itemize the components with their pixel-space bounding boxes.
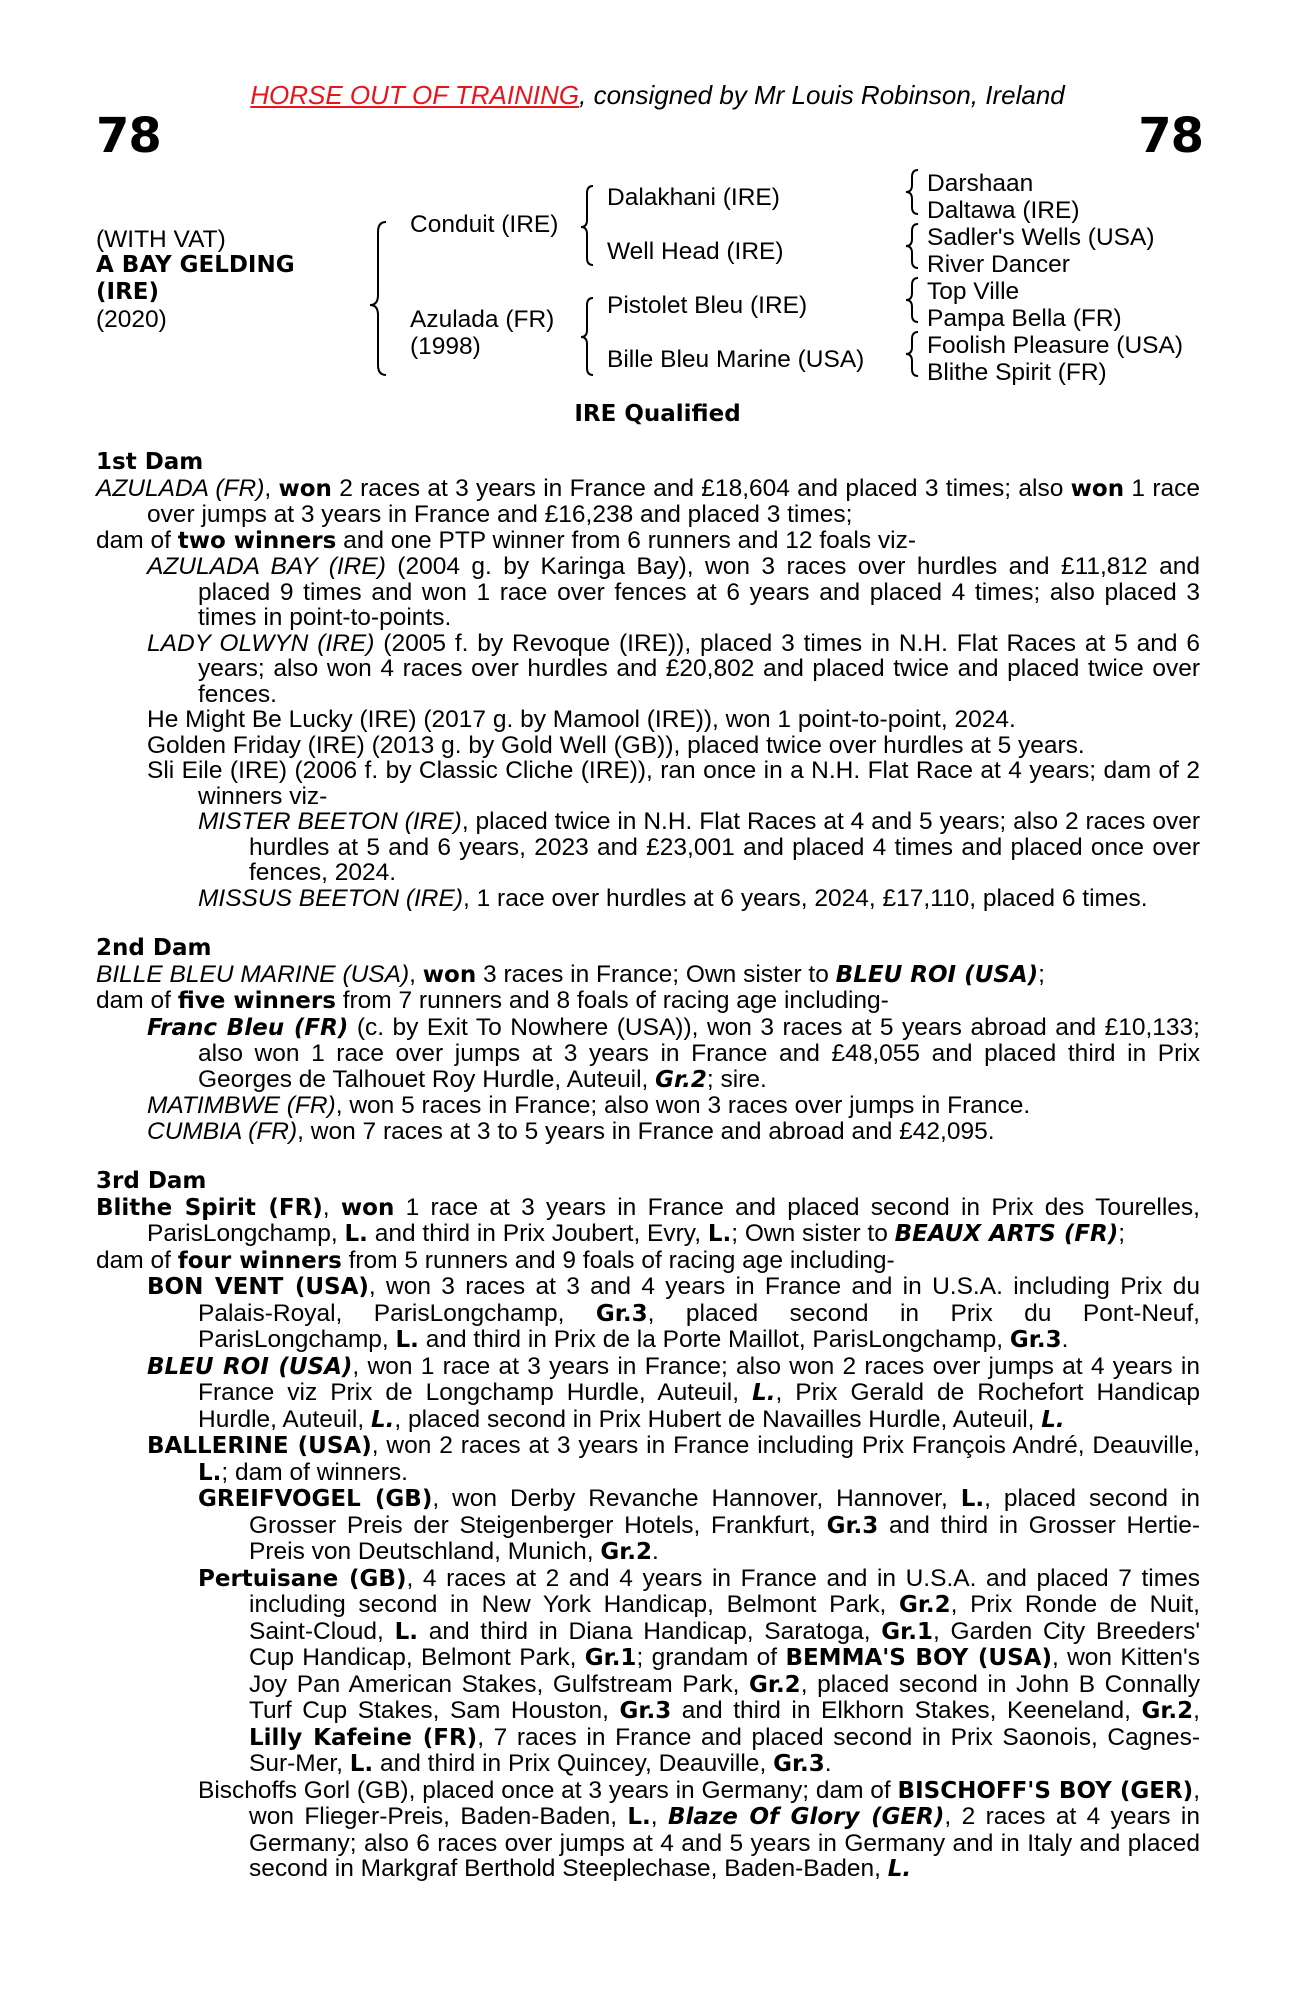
bold-text: L. [198, 1459, 222, 1486]
text-run: Bischoffs Gorl (GB), placed once at 3 years in Germany; dam of [198, 1776, 898, 1804]
bold-text: four winners [177, 1247, 342, 1274]
italic-text: MISSUS BEETON (IRE) [198, 884, 464, 912]
bold-text: Pertuisane (GB) [198, 1565, 407, 1592]
text-run: , placed second in Prix Hubert de Navailles Hurdle, Auteuil, [394, 1405, 1042, 1433]
bold-text: Lilly Kafeine (FR) [249, 1724, 478, 1751]
granddam-4: Blithe Spirit (FR) [927, 359, 1107, 386]
bold-text: BISCHOFF'S BOY (GER) [897, 1777, 1194, 1804]
sire-sire-name: Dalakhani (IRE) [607, 184, 780, 211]
bold-text: Gr.1 [584, 1645, 637, 1671]
lot-number-right: 78 [1138, 108, 1203, 164]
lot-number-left: 78 [96, 108, 161, 164]
second-dam-record [96, 962, 1200, 989]
bold-italic-text: L. [370, 1406, 395, 1433]
text-run: (c. by Exit To Nowhere (USA)), won 3 races at 5 years abroad and £10,133; also won 1 race over jumps at 3 years in France and £48,055 and placed third in Prix Georges de Talhouet Roy Hurdle, Auteuil, [198, 1013, 1200, 1093]
foaling-year: (2020) [96, 306, 167, 333]
bold-italic-text: L. [1041, 1406, 1065, 1433]
bold-text: BON VENT (USA) [147, 1274, 369, 1300]
bold-text: five winners [177, 988, 336, 1014]
text-run: (2005 f. by Revoque (IRE)), placed 3 times in N.H. Flat Races at 5 and 6 years; also won 4 races over hurdles and £20,802 and placed twice and placed twice over fences. [198, 629, 1201, 708]
grandsire-3: Top Ville [927, 278, 1020, 305]
text-run: and third in Elkhorn Stakes, Keeneland, [671, 1697, 1142, 1724]
bold-text: L. [394, 1618, 418, 1645]
produce-entry [96, 631, 1200, 708]
granddam-1: Daltawa (IRE) [927, 197, 1080, 224]
first-dam-produce-summary [96, 528, 1200, 555]
bold-text: Gr.1 [881, 1618, 933, 1645]
text-run: , Garden City Breeders' Cup Handicap, Belmont Park, [249, 1617, 1200, 1671]
bold-text: GREIFVOGEL (GB) [198, 1486, 433, 1512]
bold-italic-text: BEAUX ARTS (FR) [894, 1221, 1119, 1247]
bold-italic-text: BLEU ROI (USA) [147, 1353, 353, 1380]
bold-text: Gr.2 [600, 1539, 653, 1565]
text-run: , placed twice in N.H. Flat Races at 4 and 5 years; also 2 races over hurdles at 5 and 6 years, 2023 and £23,001 and placed 4 times and placed once over fences, 2024. [249, 808, 1200, 886]
bold-text: L. [395, 1327, 419, 1353]
produce-entry [96, 1119, 1200, 1145]
third-dam-heading: 3rd Dam [96, 1168, 207, 1194]
text-run: , [264, 474, 279, 502]
bracket-dam [581, 298, 593, 375]
bold-text: Gr.3 [826, 1512, 879, 1539]
bracket-sire [581, 186, 593, 265]
granddam-2: River Dancer [927, 251, 1070, 278]
text-run: from 7 runners and 8 foals of racing age including- [335, 987, 889, 1014]
text-run: , placed second in Grosser Preis der Steigenberger Hotels, Frankfurt, [249, 1485, 1200, 1539]
bold-text: Blithe Spirit (FR) [96, 1194, 323, 1221]
sire-dam-name: Well Head (IRE) [607, 238, 784, 265]
grandsire-1: Darshaan [927, 170, 1034, 197]
text-run: and third in Prix Joubert, Evry, [367, 1220, 708, 1247]
bracket-g3 [906, 278, 918, 322]
dam-name: Azulada (FR) [410, 306, 555, 333]
bracket-g4 [906, 332, 918, 376]
bold-text: won [1070, 475, 1125, 502]
produce-entry [96, 1354, 1200, 1434]
produce-entry [96, 707, 1200, 733]
text-run: ; [1038, 960, 1045, 988]
text-run: and third in Diana Handicap, Saratoga, [417, 1617, 882, 1645]
produce-entry [96, 1566, 1200, 1778]
text-run: . [1061, 1326, 1069, 1353]
third-dam-produce-summary [96, 1248, 1200, 1275]
bold-text: won [422, 961, 477, 988]
text-run: , 7 races in France and placed second in Prix Saonois, Cagnes-Sur-Mer, [249, 1723, 1200, 1777]
text-run: , won Kitten's Joy Pan American Stakes, Gulfstream Park, [249, 1644, 1200, 1698]
italic-text: LADY OLWYN (IRE) [147, 629, 375, 657]
produce-entry [96, 809, 1200, 886]
bold-text: L. [344, 1221, 368, 1247]
produce-entry [96, 1433, 1200, 1486]
bold-text: Gr.2 [749, 1671, 801, 1698]
header-rest-text: , consigned by Mr Louis Robinson, Ireland [579, 80, 1065, 110]
italic-text: AZULADA BAY (IRE) [147, 553, 386, 580]
produce-entry [96, 1778, 1200, 1883]
text-run: dam of [96, 1246, 178, 1274]
text-run: , [409, 960, 423, 988]
text-run: He Might Be Lucky (IRE) (2017 g. by Mamool (IRE)), won 1 point-to-point, 2024. [147, 706, 1016, 733]
bracket-main [370, 222, 386, 375]
text-run: , won 5 races in France; also won 3 races over jumps in France. [335, 1092, 1031, 1119]
text-run: , placed second in John B Connally Turf Cup Stakes, Sam Houston, [249, 1670, 1201, 1724]
bold-text: Gr.3 [595, 1300, 648, 1327]
granddam-3: Pampa Bella (FR) [927, 305, 1122, 332]
produce-entry [96, 1274, 1200, 1354]
dam-sire-name: Pistolet Bleu (IRE) [607, 292, 808, 319]
produce-entry [96, 554, 1200, 631]
bold-text: L. [349, 1751, 374, 1777]
bold-text: BALLERINE (USA) [147, 1433, 372, 1459]
italic-text: MATIMBWE (FR) [147, 1092, 336, 1119]
second-dam-heading: 2nd Dam [96, 935, 212, 961]
bold-italic-text: L. [887, 1856, 912, 1882]
bold-text: Gr.2 [1141, 1698, 1194, 1724]
text-run: . [824, 1750, 832, 1777]
text-run: and third in Prix de la Porte Maillot, ParisLongchamp, [418, 1326, 1010, 1353]
produce-entry [96, 758, 1200, 809]
horse-name-line2: (IRE) [96, 279, 160, 305]
grandsire-4: Foolish Pleasure (USA) [927, 332, 1183, 359]
second-dam-produce-summary [96, 988, 1200, 1015]
bold-text: Gr.3 [773, 1751, 825, 1777]
text-run: ; grandam of [636, 1644, 786, 1671]
text-run: 2 races at 3 years in France and £18,604 and placed 3 times; also [331, 474, 1071, 502]
bold-text: won [340, 1194, 395, 1221]
dam-dam-name: Bille Bleu Marine (USA) [607, 346, 865, 373]
text-run: and third in Prix Quincey, Deauville, [373, 1750, 774, 1777]
text-run: , won 1 race at 3 years in France; also won 2 races over jumps at 4 years in France viz Prix de Longchamp Hurdle, Auteuil, [198, 1352, 1200, 1406]
italic-text: AZULADA (FR) [96, 474, 265, 502]
text-run: dam of [96, 987, 178, 1014]
bold-text: BEMMA'S BOY (USA) [785, 1645, 1052, 1671]
bold-italic-text: Gr.2 [655, 1066, 707, 1093]
bold-text: L. [960, 1486, 985, 1512]
text-run: , won Flieger-Preis, Baden-Baden, [249, 1776, 1200, 1830]
text-run: , won 2 races at 3 years in France including Prix François André, Deauville, [371, 1432, 1201, 1459]
text-run: , [1193, 1697, 1200, 1724]
bracket-g2 [906, 224, 918, 268]
text-run: , won Derby Revanche Hannover, Hannover, [432, 1485, 961, 1512]
first-dam-heading: 1st Dam [96, 449, 204, 475]
text-run: , [650, 1803, 668, 1830]
text-run: 1 race over jumps at 3 years in France and £16,238 and placed 3 times; [147, 474, 1200, 528]
bold-italic-text: L. [752, 1380, 776, 1406]
text-run: and one PTP winner from 6 runners and 12 foals viz- [336, 526, 916, 554]
text-run: ; sire. [706, 1065, 767, 1093]
first-dam-record [96, 476, 1200, 528]
text-run: ; dam of winners. [221, 1458, 408, 1486]
bold-italic-text: Blaze Of Glory (GER) [667, 1804, 945, 1830]
text-run: (2004 g. by Karinga Bay), won 3 races over hurdles and £11,812 and placed 9 times and won 1 race over fences at 6 years and placed 4 times; also placed 3 times in point-to-points. [198, 553, 1200, 631]
produce-entry [96, 1015, 1200, 1094]
text-run: ; [1118, 1220, 1126, 1247]
bold-text: Gr.3 [1009, 1327, 1062, 1353]
text-run: , won 7 races at 3 to 5 years in France and abroad and £42,095. [297, 1117, 995, 1145]
vat-label: (WITH VAT) [96, 226, 226, 253]
third-dam-record [96, 1195, 1200, 1248]
grandsire-2: Sadler's Wells (USA) [927, 224, 1155, 251]
text-run: 1 race at 3 years in France and placed second in Prix des Tourelles, ParisLongchamp, [147, 1193, 1200, 1247]
horse-description [96, 252, 295, 306]
horse-name-line1: A BAY GELDING [96, 252, 295, 278]
dam-year: (1998) [410, 333, 481, 360]
bold-text: two winners [177, 527, 337, 554]
italic-text: MISTER BEETON (IRE) [198, 808, 462, 835]
text-run: , won 3 races at 3 and 4 years in France and in U.S.A. including Prix du Palais-Royal, ParisLongchamp, [198, 1273, 1200, 1327]
italic-text: BILLE BLEU MARINE (USA) [96, 960, 410, 988]
text-run: Golden Friday (IRE) (2013 g. by Gold Well (GB)), placed twice over hurdles at 5 years. [147, 731, 1085, 759]
header-red-text: HORSE OUT OF TRAINING [250, 80, 580, 110]
produce-entry [96, 886, 1200, 912]
text-run: , 2 races at 4 years in Germany; also 6 races over jumps at 4 and 5 years in Germany and in Italy and placed second in Markgraf Berthold Steeplechase, Baden-Baden, [249, 1803, 1200, 1882]
text-run: , Prix Ronde de Nuit, Saint-Cloud, [249, 1591, 1200, 1645]
text-run: 3 races in France; Own sister to [476, 960, 836, 988]
bold-text: won [278, 475, 332, 502]
text-run: Sli Eile (IRE) (2006 f. by Classic Cliche (IRE)), ran once in a N.H. Flat Race at 4 years; dam of 2 winners viz- [147, 757, 1200, 810]
pedigree-notes [96, 450, 1200, 1883]
text-run: , 1 race over hurdles at 6 years, 2024, £17,110, placed 6 times. [463, 884, 1148, 912]
produce-entry [96, 733, 1200, 759]
text-run: and third in Grosser Hertie-Preis von Deutschland, Munich, [249, 1511, 1200, 1565]
text-run: , [322, 1193, 341, 1221]
bold-text: L. [707, 1221, 732, 1247]
text-run: , 4 races at 2 and 4 years in France and in U.S.A. and placed 7 times including second in New York Handicap, Belmont Park, [249, 1564, 1200, 1618]
text-run: ; Own sister to [731, 1220, 895, 1247]
bold-text: L. [627, 1804, 651, 1830]
produce-entry [96, 1486, 1200, 1566]
text-run: , placed second in Prix du Pont-Neuf, ParisLongchamp, [198, 1299, 1200, 1353]
sire-name: Conduit (IRE) [410, 211, 559, 238]
bold-italic-text: BLEU ROI (USA) [835, 961, 1039, 988]
italic-text: CUMBIA (FR) [147, 1117, 298, 1145]
text-run: dam of [96, 526, 178, 554]
qualified-note: IRE Qualified [574, 401, 741, 427]
text-run: , Prix Gerald de Rochefort Handicap Hurdle, Auteuil, [198, 1379, 1201, 1433]
text-run: from 5 runners and 9 foals of racing age including- [341, 1246, 895, 1274]
catalogue-header [0, 80, 1315, 111]
bold-text: Gr.2 [898, 1592, 951, 1618]
text-run: . [652, 1538, 659, 1565]
bracket-g1 [906, 170, 918, 214]
produce-entry [96, 1093, 1200, 1119]
bold-italic-text: Franc Bleu (FR) [147, 1014, 349, 1041]
bold-text: Gr.3 [619, 1698, 672, 1724]
